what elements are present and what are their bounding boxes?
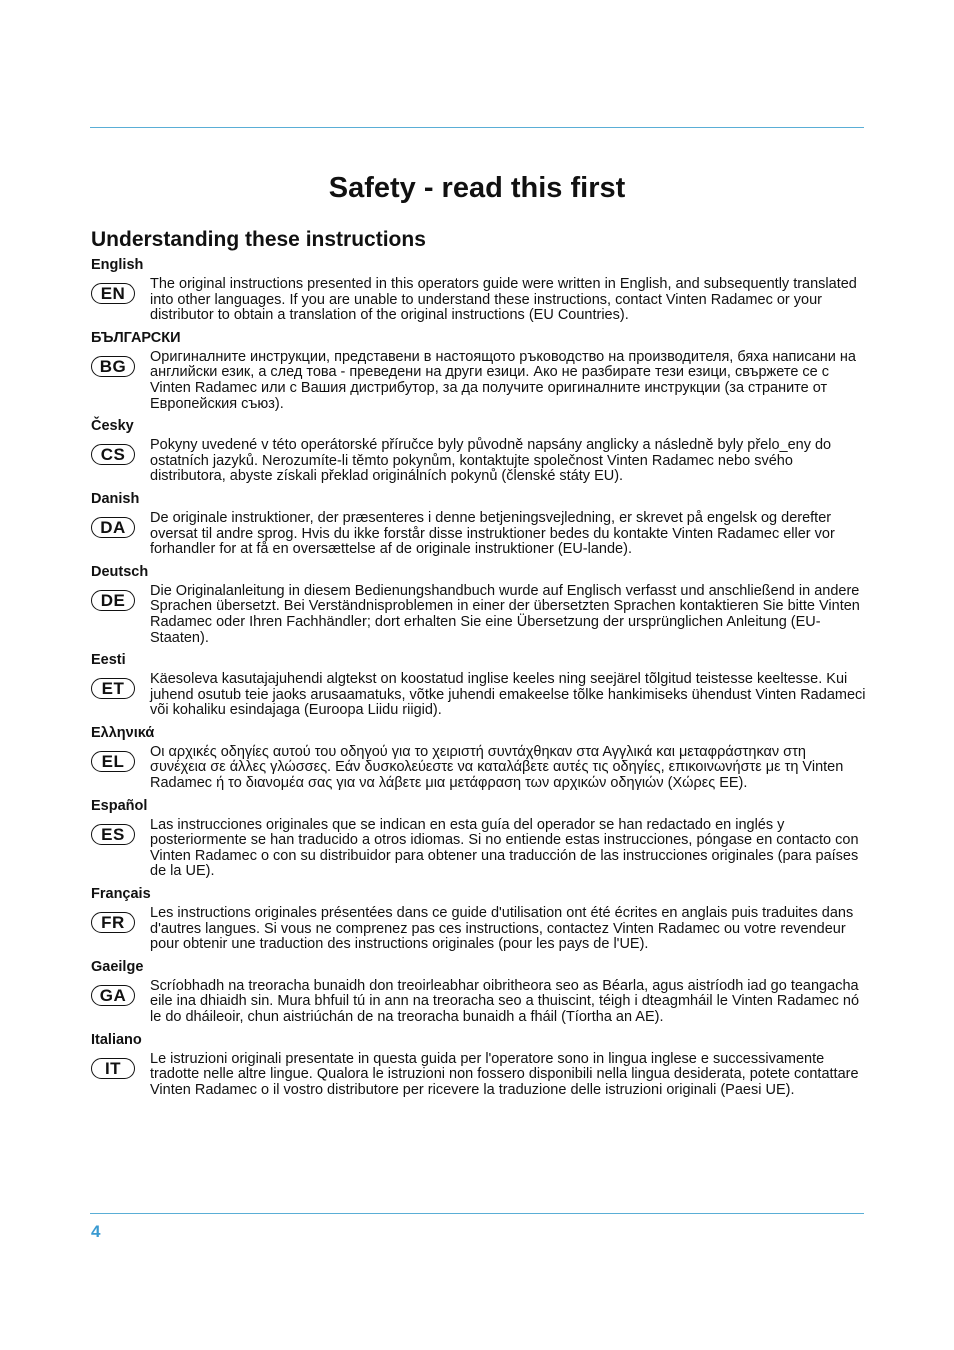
language-paragraph: Die Originalanleitung in diesem Bedienungshandbuch wurde auf Englisch verfasst und anschließend in andere Sprachen übersetzt. Bei Verständnisproblemen in einer der übersetzten Sprachen kontaktieren Sie bitte Vinten Radamec oder Ihren Fachhändler; dort erhalten Sie eine Übersetzung der ursprünglichen Anleitung (EU-Staaten). [150, 582, 860, 646]
language-name: Ελληνικά [91, 724, 155, 741]
language-code-badge: DA [91, 517, 135, 538]
language-paragraph: Le istruzioni originali presentate in questa guida per l'operatore sono in lingua inglese e successivamente tradotte nelle altre lingue. Qualora le istruzioni non fossero disponibili nella lingua desiderata, potete contattare Vinten Radamec o il vostro distributore per ricevere la traduzione delle istruzioni originali (Paesi UE). [150, 1050, 859, 1098]
language-name: Gaeilge [91, 958, 144, 975]
language-paragraph: Оригиналните инструкции, представени в настоящото ръководство на производителя, бяха написани на английски език, а след това - преведени на други езици. Ако не разбирате тези езици, свържете се с Vinten Radamec или с Вашия дистрибутор, за да получите оригиналните инструкции (за страните от Европейския съюз). [150, 348, 856, 412]
language-paragraph: De originale instruktioner, der præsenteres i denne betjeningsvejledning, er skrevet på engelsk og derefter oversat til andre sprog. Hvis du ikke forstår disse instruktioner bedes du kontakte Vinten Radamec eller vor forhandler for at få en oversættelse af de originale instruktioner (EU-lande). [150, 509, 835, 558]
language-code-badge: EN [91, 283, 135, 304]
language-paragraph: Scríobhadh na treoracha bunaidh don treoirleabhar oibritheora seo as Béarla, agus aistríodh iad go teangacha eile ina dhiaidh sin. Mura bhfuil tú in ann na treoracha seo a thuiscint, téigh i dteagmháil le Vinten Radamec nó le do dháileoir, chun aistriúchán de na treoracha bunaidh a fháil (Tíortha an AE). [150, 977, 860, 1025]
language-name: Danish [91, 490, 140, 507]
page-number: 4 [91, 1222, 101, 1241]
language-code-badge: IT [91, 1058, 135, 1079]
language-name: Eesti [91, 652, 126, 669]
language-code-badge: EL [91, 751, 135, 772]
language-section-el [91, 724, 866, 792]
footer-rule [90, 1213, 864, 1214]
language-code-badge: ET [91, 678, 135, 699]
language-code-badge: GA [91, 985, 135, 1006]
language-name: Español [91, 797, 148, 814]
language-section-cs [91, 417, 866, 485]
language-section-es [91, 797, 866, 880]
language-paragraph: Las instrucciones originales que se indican en esta guía del operador se han redactado en inglés y posteriormente se han traducido a otros idiomas. Si no entiende estas instrucciones, póngase en contacto con Vinten Radamec o con su distribuidor para obtener una traducción de las instrucciones originales (para países de la UE). [150, 816, 859, 880]
language-code-badge: DE [91, 590, 135, 611]
language-name: Deutsch [91, 563, 149, 580]
section-heading: Understanding these instructions [91, 228, 426, 251]
language-name: English [91, 257, 144, 273]
language-sections [91, 256, 866, 1103]
page-title: Safety - read this first [328, 172, 626, 204]
language-paragraph: Οι αρχικές οδηγίες αυτού του οδηγού για το χειριστή συντάχθηκαν στα Αγγλικά και μεταφράστηκαν στη συνέχεια σε άλλες γλώσσες. Εάν δυσκολεύεστε να καταλάβετε αυτές τις οδηγίες, επικοινωνήστε με τη Vinten Radamec ή το διανομέα σας για να λάβετε μια μετάφραση των αρχικών οδηγιών (Χώρες ΕΕ). [150, 743, 844, 792]
language-paragraph: Pokyny uvedené v této operátorské příručce byly původně napsány anglicky a následně byly přelo_eny do ostatních jazyků. Nerozumíte-li těmto pokynům, kontaktujte společnost Vinten Radamec nebo svého distributora, abyste získali překlad originálních pokynů (členské státy EU). [150, 437, 832, 485]
language-paragraph: Les instructions originales présentées dans ce guide d'utilisation ont été écrites en anglais puis traduites dans d'autres langues. Si vous ne comprenez pas ces instructions, contactez Vinten Radamec ou votre revendeur pour obtenir une traduction des instructions originales (pour les pays de l'UE). [150, 905, 854, 953]
language-section-ga [91, 958, 866, 1026]
language-name: Français [91, 886, 151, 903]
language-code-badge: ES [91, 824, 135, 845]
language-code-badge: BG [91, 356, 135, 377]
language-name: Italiano [91, 1031, 142, 1048]
language-section-it [91, 1031, 866, 1099]
language-code-badge: CS [91, 444, 135, 465]
language-section-et [91, 651, 866, 719]
language-section-fr [91, 885, 866, 953]
language-paragraph: The original instructions presented in this operators guide were written in English, and subsequently translated into other languages. If you are unable to understand these instructions, contact Vinten Radamec or your distributor to obtain a translation of the original instructions (EU Countries). [150, 276, 857, 324]
language-paragraph: Käesoleva kasutajajuhendi algtekst on koostatud inglise keeles ning seejärel tõlgitud teistesse keeltesse. Kui juhend osutub teie jaoks arusaamatuks, võtke juhendi emakeelse tõlke hankimiseks ühendust Vinten Radameci või kohaliku esindajaga (Euroopa Liidu riigid). [150, 671, 866, 719]
language-section-en [91, 256, 866, 324]
language-section-bg [91, 329, 866, 412]
language-section-da [91, 490, 866, 558]
language-section-de [91, 563, 866, 646]
language-code-badge: FR [91, 912, 135, 933]
language-name: БЪЛГАРСКИ [91, 329, 181, 346]
language-name: Česky [91, 418, 134, 435]
header-rule [90, 127, 864, 128]
